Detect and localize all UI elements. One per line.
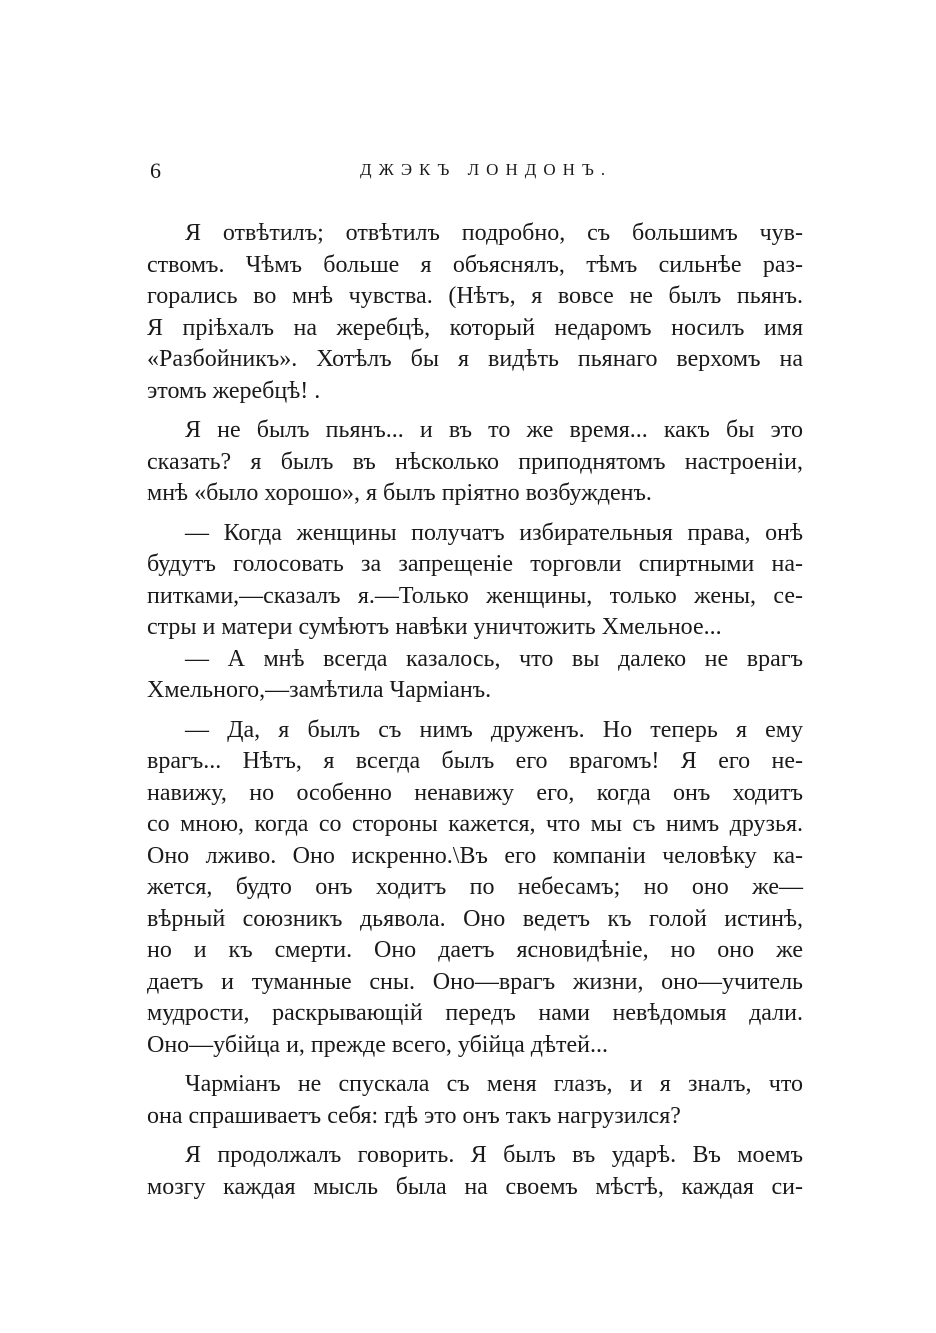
running-title: ДЖЭКЪ ЛОНДОНЪ. [360,160,613,179]
text-line: Оно лживо. Оно искренно.\Въ его компаніи человѣку ка- [147,842,803,869]
text-line: Я продолжалъ говорить. Я былъ въ ударѣ. Въ моемъ [185,1142,803,1168]
text-line: — Когда женщины получатъ избирательныя права, онѣ [185,519,803,546]
text-line: навижу, но особенно ненавижу его, когда онъ ходитъ [147,779,803,806]
text-line: мозгу каждая мысль была на своемъ мѣстѣ, каждая си- [147,1173,803,1200]
paragraph-6 [147,1069,803,1132]
text-line: жется, будто онъ ходитъ по небесамъ; но оно же— [147,874,803,900]
text-line: горались во мнѣ чувства. (Нѣтъ, я вовсе не былъ пьянъ. [147,283,803,309]
text-line: даетъ и туманные сны. Оно—врагъ жизни, оно—учитель [147,968,803,995]
paragraph-4 [147,644,803,707]
text-line: Я не былъ пьянъ... и въ то же время... какъ бы это [185,417,803,443]
body-text [147,218,803,1203]
text-line: питками,—сказалъ я.—Только женщины, только жены, се- [147,582,803,609]
text-line: «Разбойникъ». Хотѣлъ бы я видѣть пьянаго верхомъ на [147,346,803,372]
text-line: Оно—убійца и, прежде всего, убійца дѣтей... [147,1031,609,1058]
text-line: — Да, я былъ съ нимъ друженъ. Но теперь я ему [185,716,803,743]
text-line: стры и матери сумѣютъ навѣки уничтожить Хмельное... [147,614,722,640]
paragraph-5 [147,715,803,1062]
text-line: мнѣ «было хорошо», я былъ пріятно возбужденъ. [147,480,652,506]
paragraph-2 [147,415,803,510]
text-line: ствомъ. Чѣмъ больше я объяснялъ, тѣмъ сильнѣе раз- [147,251,803,278]
text-line: врагъ... Нѣтъ, я всегда былъ его врагомъ! Я его не- [147,748,803,774]
page-header [150,158,800,188]
text-line: но и къ смерти. Оно даетъ ясновидѣніе, но оно же [147,937,803,963]
text-line: вѣрный союзникъ дьявола. Оно ведетъ къ голой истинѣ, [147,905,803,932]
paragraph-3 [147,518,803,644]
text-line: Хмельного,—замѣтила Чарміанъ. [147,677,492,703]
text-line: сказать? я былъ въ нѣсколько приподнятомъ настроеніи, [147,448,803,475]
paragraph-7 [147,1140,803,1203]
paragraph-1 [147,218,803,407]
text-line: будутъ голосовать за запрещеніе торговли спиртными на- [147,551,803,577]
text-line: этомъ жеребцѣ! . [147,377,321,404]
text-line: мудрости, раскрывающій передъ нами невѣдомыя дали. [147,1000,803,1026]
page-number: 6 [150,158,161,183]
text-line: — А мнѣ всегда казалось, что вы далеко не врагъ [185,645,803,672]
text-line: Я отвѣтилъ; отвѣтилъ подробно, съ большимъ чув- [185,220,803,246]
text-line: она спрашиваетъ себя: гдѣ это онъ такъ нагрузился? [147,1102,681,1129]
text-line: Я пріѣхалъ на жеребцѣ, который недаромъ носилъ имя [147,314,803,341]
text-line: со мною, когда со стороны кажется, что мы съ нимъ друзья. [147,811,803,837]
text-line: Чарміанъ не спускала съ меня глазъ, и я зналъ, что [185,1071,803,1097]
